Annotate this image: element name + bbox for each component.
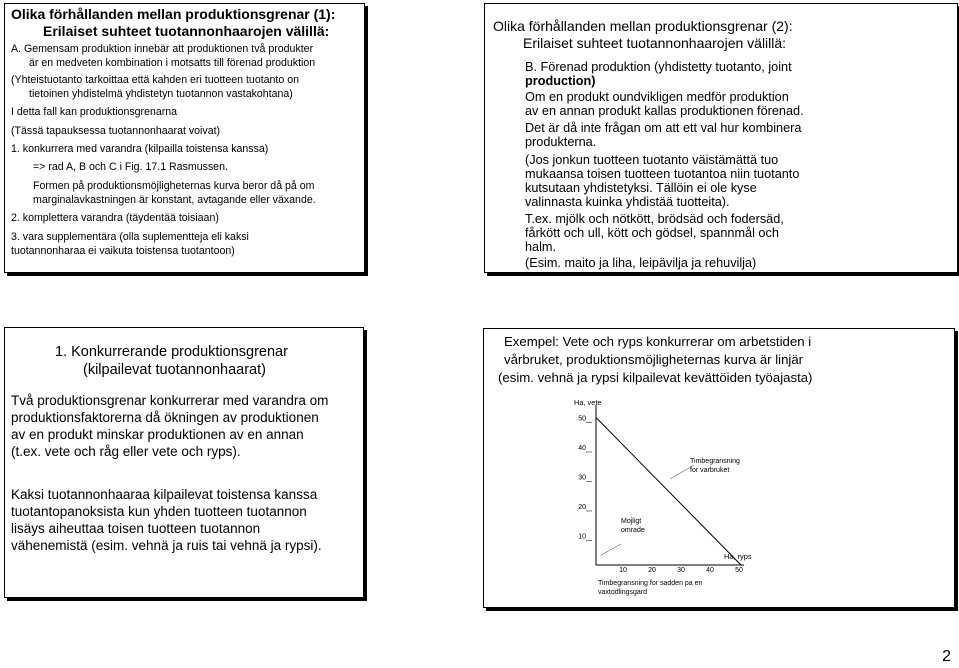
- y-tick-label: 30: [578, 474, 586, 482]
- x-tick-label: 30: [677, 567, 685, 574]
- slide2-line: (Esim. maito ja liha, leipävilja ja rehuvilja): [525, 256, 757, 270]
- x-tick-label: 50: [735, 567, 743, 574]
- slide4-header-line: (esim. vehnä ja rypsi kilpailevat kevättöiden työajasta): [498, 370, 813, 385]
- slide3-para2-line: lisäys aiheuttaa toisen tuotteen tuotannon: [11, 521, 261, 536]
- x-tick-label: 10: [619, 567, 627, 574]
- slide2-title-line: Olika förhållanden mellan produktionsgrenar (2):: [493, 18, 793, 34]
- slide3-title-line: 1. Konkurrerande produktionsgrenar: [55, 344, 288, 360]
- slide2-line: av en annan produkt kallas produktionen förenad.: [525, 104, 804, 118]
- slide1-body-line: (Tässä tapauksessa tuotannonhaarat voivat): [11, 125, 221, 137]
- slide4-header-line: Exempel: Vete och ryps konkurrerar om arbetstiden i: [504, 334, 812, 349]
- annotation-feasible-area: [621, 518, 645, 534]
- slide1-body-line: 2. komplettera varandra (täydentää toisiaan): [11, 212, 219, 224]
- slide2-line: Det är då inte frågan om att ett val hur kombinera: [525, 121, 802, 135]
- annotation-line: Timbegransning for sadden pa en: [598, 580, 703, 587]
- slide1-body-line: marginalavkastningen är konstant, avtagande eller växande.: [33, 194, 316, 206]
- slide1-body-line: Formen på produktionsmöjligheternas kurva beror då på om: [33, 180, 315, 192]
- y-tick-label: 50: [578, 415, 586, 423]
- slide1-body-line: => rad A, B och C i Fig. 17.1 Rasmussen.: [33, 161, 228, 173]
- slide3-para2-line: tuotantopanoksista kun yhden tuotteen tuotannon: [11, 504, 307, 519]
- constraint-line: [596, 418, 741, 566]
- slide1-body-line: är en medveten kombination i motsatts till förenad produktion: [29, 57, 316, 69]
- slide2-line: mukaansa toisen tuotteen tuotantoa niin tuotanto: [525, 167, 800, 181]
- annotation-line: omrade: [621, 527, 645, 534]
- slide-3: [4, 327, 364, 598]
- x-tick-label: 40: [706, 567, 714, 574]
- production-possibility-chart: [484, 329, 956, 609]
- y-tick-label: 40: [578, 445, 586, 452]
- y-tick-label: 20: [578, 504, 586, 511]
- slide2-line: valinnasta kuinka yhdistää tuotteita).: [525, 195, 730, 209]
- slide1-body-line: tietoinen yhdistelmä yhdistetyn tuotannon vastakohtana): [29, 88, 293, 100]
- slide3-para1-line: (t.ex. vete och råg eller vete och ryps).: [11, 444, 241, 459]
- slide-4: [483, 328, 955, 608]
- slide2-line: produkterna.: [525, 135, 597, 149]
- slide3-title-line: (kilpailevat tuotannonhaarat): [83, 362, 266, 378]
- slide4-header-line: vårbruket, produktionsmöjligheternas kurva är linjär: [504, 352, 804, 367]
- slide1-title-line: Olika förhållanden mellan produktionsgrenar (1):: [11, 6, 336, 22]
- slide1-body-line: A. Gemensam produktion innebär att produktionen två produkter: [11, 43, 314, 55]
- slide2-line: Om en produkt oundvikligen medför produktion: [525, 90, 789, 104]
- slide2-line: fårkött och ull, kött och gödsel, spannmål och: [525, 226, 779, 240]
- annotation-line: Mojligt: [621, 518, 642, 525]
- slide1-title: [11, 6, 335, 40]
- chart-axes: [596, 405, 744, 565]
- annotation-constraint-label: [690, 458, 742, 474]
- annotation-pointer: [601, 544, 621, 555]
- slide1-body-line: (Yhteistuotanto tarkoittaa että kahden eri tuotteen tuotanto on: [11, 74, 299, 86]
- slide2-line: (Jos jonkun tuotteen tuotanto väistämättä tuo: [525, 153, 779, 167]
- page-number: 2: [942, 648, 951, 665]
- slide1-title-line: Erilaiset suhteet tuotannonhaarojen välillä:: [43, 23, 330, 39]
- slide-2: [484, 3, 958, 273]
- slide3-para1-line: av en produkt minskar produktionen av en annan: [11, 427, 304, 442]
- slide1-body-line: tuotannonharaa ei vaikuta toistensa tuotantoon): [11, 245, 235, 257]
- slide2-line: halm.: [525, 240, 557, 254]
- slide1-body-line: 3. vara supplementära (olla suplementteja eli kaksi: [11, 231, 249, 243]
- slide1-body-line: I detta fall kan produktionsgrenarna: [11, 106, 178, 118]
- slide2-line: [525, 60, 792, 74]
- slide1-body-line: 1. konkurrera med varandra (kilpailla toistensa kanssa): [11, 143, 269, 155]
- y-axis-label: Ha, vete: [574, 398, 602, 407]
- slide2-line: kutsutaan yhdistetyksi. Tällöin ei ole kyse: [525, 181, 757, 195]
- x-axis-label: Ha, ryps: [724, 552, 752, 561]
- slide3-para1-line: Två produktionsgrenar konkurrerar med varandra om: [11, 393, 329, 408]
- slide3-para2-line: vähenemistä (esim. vehnä ja ruis tai vehnä ja rypsi).: [11, 538, 322, 553]
- annotation-farm-constraint: [598, 580, 704, 596]
- annotation-line: for varbruket: [690, 467, 730, 474]
- slide2-line: T.ex. mjölk och nötkött, brödsäd och fodersäd,: [525, 212, 784, 226]
- slide3-para2-line: Kaksi tuotannonhaaraa kilpailevat toistensa kanssa: [11, 487, 318, 502]
- chart-marks: [578, 416, 743, 575]
- slide-1: [4, 3, 365, 273]
- slide2-title-line: Erilaiset suhteet tuotannonhaarojen välillä:: [523, 35, 787, 51]
- x-tick-label: 20: [648, 567, 656, 574]
- slide3-para1-line: produktionsfaktorerna då ökningen av produktionen: [11, 410, 319, 425]
- y-tick-label: 10: [578, 533, 586, 541]
- annotation-line: vaxtodlingsgard: [598, 589, 648, 596]
- annotation-line: Timbegransning: [690, 458, 740, 465]
- slide2-line: production): [525, 74, 596, 88]
- slide2-text: B. Förenad produktion (yhdistetty tuotanto, joint: [525, 60, 792, 74]
